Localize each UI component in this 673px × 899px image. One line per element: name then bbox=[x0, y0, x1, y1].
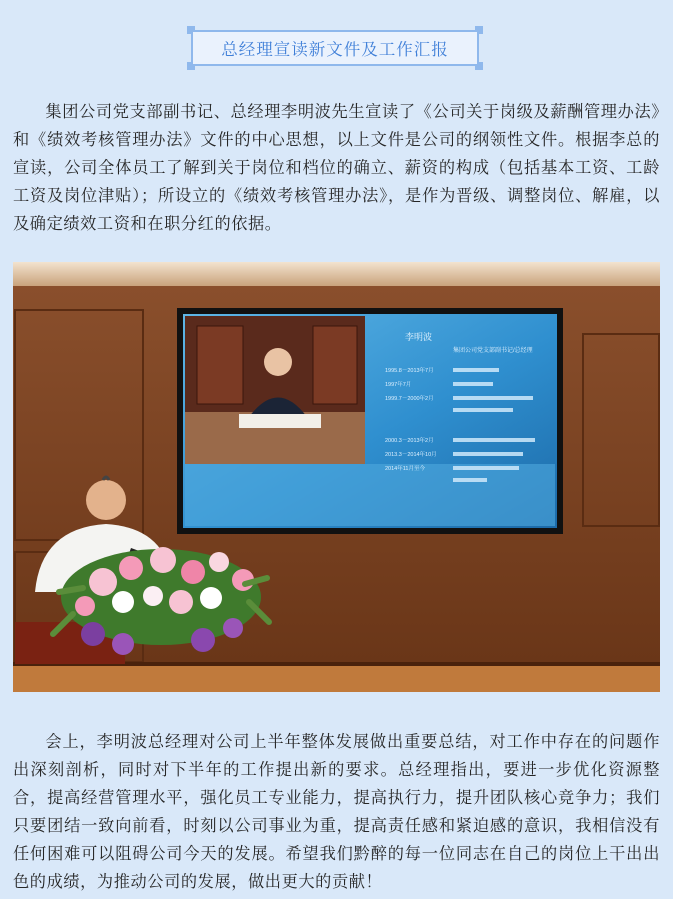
paragraph-intro: 集团公司党支部副书记、总经理李明波先生宣读了《公司关于岗级及薪酬管理办法》和《绩效考核管理办法》文件的中心思想，以上文件是公司的纲领性文件。根据李总的宣读，公司全体员工了解到关于岗位和档位的确立、薪资的构成（包括基本工资、工龄工资及岗位津贴）；所设立的《绩效考核管理办法》，是作为晋级、调整岗位、解雇，以及确定绩效工资和在职分红的依据。 bbox=[13, 102, 660, 233]
screen-timeline-item: 1999.7－2000年2月 bbox=[385, 396, 434, 402]
screen-timeline-item: 1997年7月 bbox=[385, 382, 412, 388]
screen-name-text: 李明波 bbox=[405, 332, 433, 342]
screen-timeline-item: 2014年11月至今 bbox=[385, 466, 425, 472]
screen-subtitle-text: 集团公司党支部副书记/总经理 bbox=[453, 348, 533, 354]
title-banner bbox=[187, 26, 483, 70]
title-box bbox=[191, 30, 479, 66]
screen-timeline-item: 2013.3－2014年10月 bbox=[385, 452, 437, 458]
paragraph-summary: 会上，李明波总经理对公司上半年整体发展做出重要总结，对工作中存在的问题作出深刻剖析，同时对下半年的工作提出新的要求。总经理指出，要进一步优化资源整合，提高经营管理水平，强化员工专业能力，提高执行力，提升团队核心竞争力；我们只要团结一致向前看，时刻以公司事业为重，提高责任感和紧迫感的意识，我相信没有任何困难可以阻碍公司今天的发展。希望我们黔醉的每一位同志在自己的岗位上干出出色的成绩，为推动公司的发展，做出更大的贡献！ bbox=[13, 732, 660, 891]
page-title: 总经理宣读新文件及工作汇报 bbox=[221, 40, 449, 59]
screen-timeline-item: 2000.3－2013年2月 bbox=[385, 438, 434, 444]
screen-timeline-item: 1995.8－2013年7月 bbox=[385, 368, 434, 374]
meeting-photo-illustration bbox=[13, 262, 660, 692]
meeting-photo bbox=[13, 262, 660, 692]
